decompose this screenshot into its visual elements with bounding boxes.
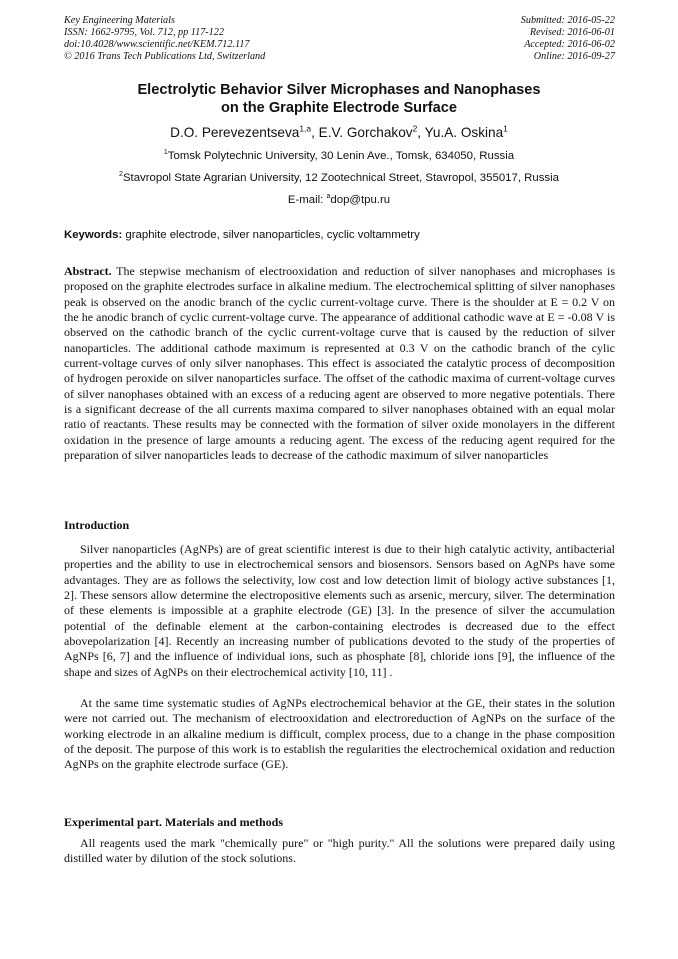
- publication-dates: [521, 15, 615, 63]
- journal-issn: ISSN: 1662-9795, Vol. 712, pp 117-122: [64, 27, 224, 38]
- section-heading-introduction: Introduction: [64, 518, 130, 532]
- date-accepted: Accepted: 2016-06-02: [524, 39, 615, 50]
- date-submitted: Submitted: 2016-05-22: [520, 15, 615, 26]
- author-name: Yu.A. Oskina: [424, 125, 504, 140]
- keywords: [64, 228, 616, 242]
- journal-copyright: © 2016 Trans Tech Publications Ltd, Switzerland: [64, 51, 266, 62]
- author-name: D.O. Perevezentseva: [170, 125, 300, 140]
- author-separator: ,: [417, 125, 425, 140]
- affiliation-text: Tomsk Polytechnic University, 30 Lenin Ave., Tomsk, 634050, Russia: [167, 150, 515, 162]
- title-line-1: Electrolytic Behavior Silver Microphases and Nanophases: [137, 82, 541, 98]
- email-label: E-mail:: [287, 194, 327, 206]
- journal-doi[interactable]: doi:10.4028/www.scientific.net/KEM.712.117: [64, 39, 250, 50]
- author-affiliation-mark: 2: [412, 123, 418, 134]
- author-affiliation-mark: 1: [503, 123, 508, 134]
- contact-email: [40, 193, 638, 207]
- introduction-paragraph-1: Silver nanoparticles (AgNPs) are of great scientific interest is due to their high catalytic activity, antibacterial properties and the ability to use in electrochemical sensors and biosensors. Sensors based on AgNPs have some advantages. They are as follows the selectivity, low cost and low detection limit of biology active substances [1, 2]. These sensors allow determine the electropositive elements such as arsenic, mercury, silver. The determination of these elements is impossible at a graphite electrode (GE) [3]. In the presence of silver the accumulation potential of the definable element at the carbon-containing electrodes is decreased due to the effect abovepolarization [4]. Recently an increasing number of publications devoted to the study of the properties of AgNPs [6, 7] and the influence of individual ions, such as phosphate [8], chloride ions [9], the influence of the shape and sizes of AgNPs on their electrochemical activity [10, 11] .: [64, 542, 615, 679]
- affiliation-text: Stavropol State Agrarian University, 12 Zootechnical Street, Stavropol, 355017, Russia: [122, 172, 559, 184]
- affiliation-mark: 2: [119, 171, 123, 179]
- abstract-label: Abstract.: [64, 264, 112, 278]
- affiliation-mark: 1: [163, 149, 168, 157]
- affiliation-2: [40, 171, 638, 185]
- section-heading-experimental: Experimental part. Materials and methods: [64, 815, 283, 829]
- title-line-2: on the Graphite Electrode Surface: [221, 100, 457, 116]
- journal-info: [64, 15, 265, 63]
- abstract-text: The stepwise mechanism of electrooxidation and reduction of silver nanophases and microphases is proposed on the graphite electrodes surface in alkaline medium. The electrochemical splitting of silver nanophases peak is observed on the anodic branch of the cyclic current-voltage curve. There is the shoulder at E = 0.2 V on the he anodic branch of cyclic current-voltage curve. The appearance of additional cathodic wave at E = -0.08 V is observed on the cathodic branch of the cyclic current-voltage curve that is caused by the reduction of silver nanoparticles. The additional cathode maximum is represented at 0.3 V on the cathodic branch of the cylic current-voltage curves of only silver nanophases. This effect is associated the catalytic process of decomposition of hydrogen peroxide on silver nanoparticles surface. The offset of the cathodic maxima of current-voltage curves of silver nanophases obtained with an excess of a reducing agent are observed to more negative potentials. There is a significant decrease of the all currents maxima compared to silver nanophases obtained with an equal molar ratio of reactants. These results may be connected with the formation of silver oxide monolayers in the different oxidation in the presence of large amounts a reducing agent. The excess of the reducing agent required for the preparation of silver nanoparticles leads to decrease of the cathodic maximum of silver nanoparticles: [64, 264, 615, 463]
- journal-name: Key Engineering Materials: [64, 15, 175, 26]
- author-separator: ,: [311, 125, 319, 140]
- author-list: [40, 124, 638, 141]
- keywords-label: Keywords:: [64, 229, 123, 241]
- author-name: E.V. Gorchakov: [318, 125, 413, 140]
- keywords-text: graphite electrode, silver nanoparticles, cyclic voltammetry: [122, 229, 420, 241]
- affiliation-1: [40, 149, 638, 163]
- email-address[interactable]: dop@tpu.ru: [330, 194, 391, 206]
- experimental-paragraph-1: All reagents used the mark "chemically pure" or "high purity." All the solutions were prepared daily using distilled water by dilution of the stock solutions.: [64, 836, 615, 866]
- paper-title: [40, 81, 638, 117]
- abstract: [64, 264, 615, 463]
- date-revised: Revised: 2016-06-01: [529, 27, 615, 38]
- date-online: Online: 2016-09-27: [533, 51, 615, 62]
- email-mark: a: [326, 193, 331, 201]
- introduction-paragraph-2: At the same time systematic studies of AgNPs electrochemical behavior at the GE, their states in the solution were not carried out. The mechanism of electrooxidation and electroreduction of AgNPs on the surface of the working electrode in an alkaline medium is difficult, complex process, due to a change in the phase composition of the deposit. The purpose of this work is to establish the regularities the electrochemical oxidation and reduction AgNPs on the graphite electrode surface (GE).: [64, 696, 615, 772]
- author-affiliation-mark: 1,a: [299, 123, 312, 134]
